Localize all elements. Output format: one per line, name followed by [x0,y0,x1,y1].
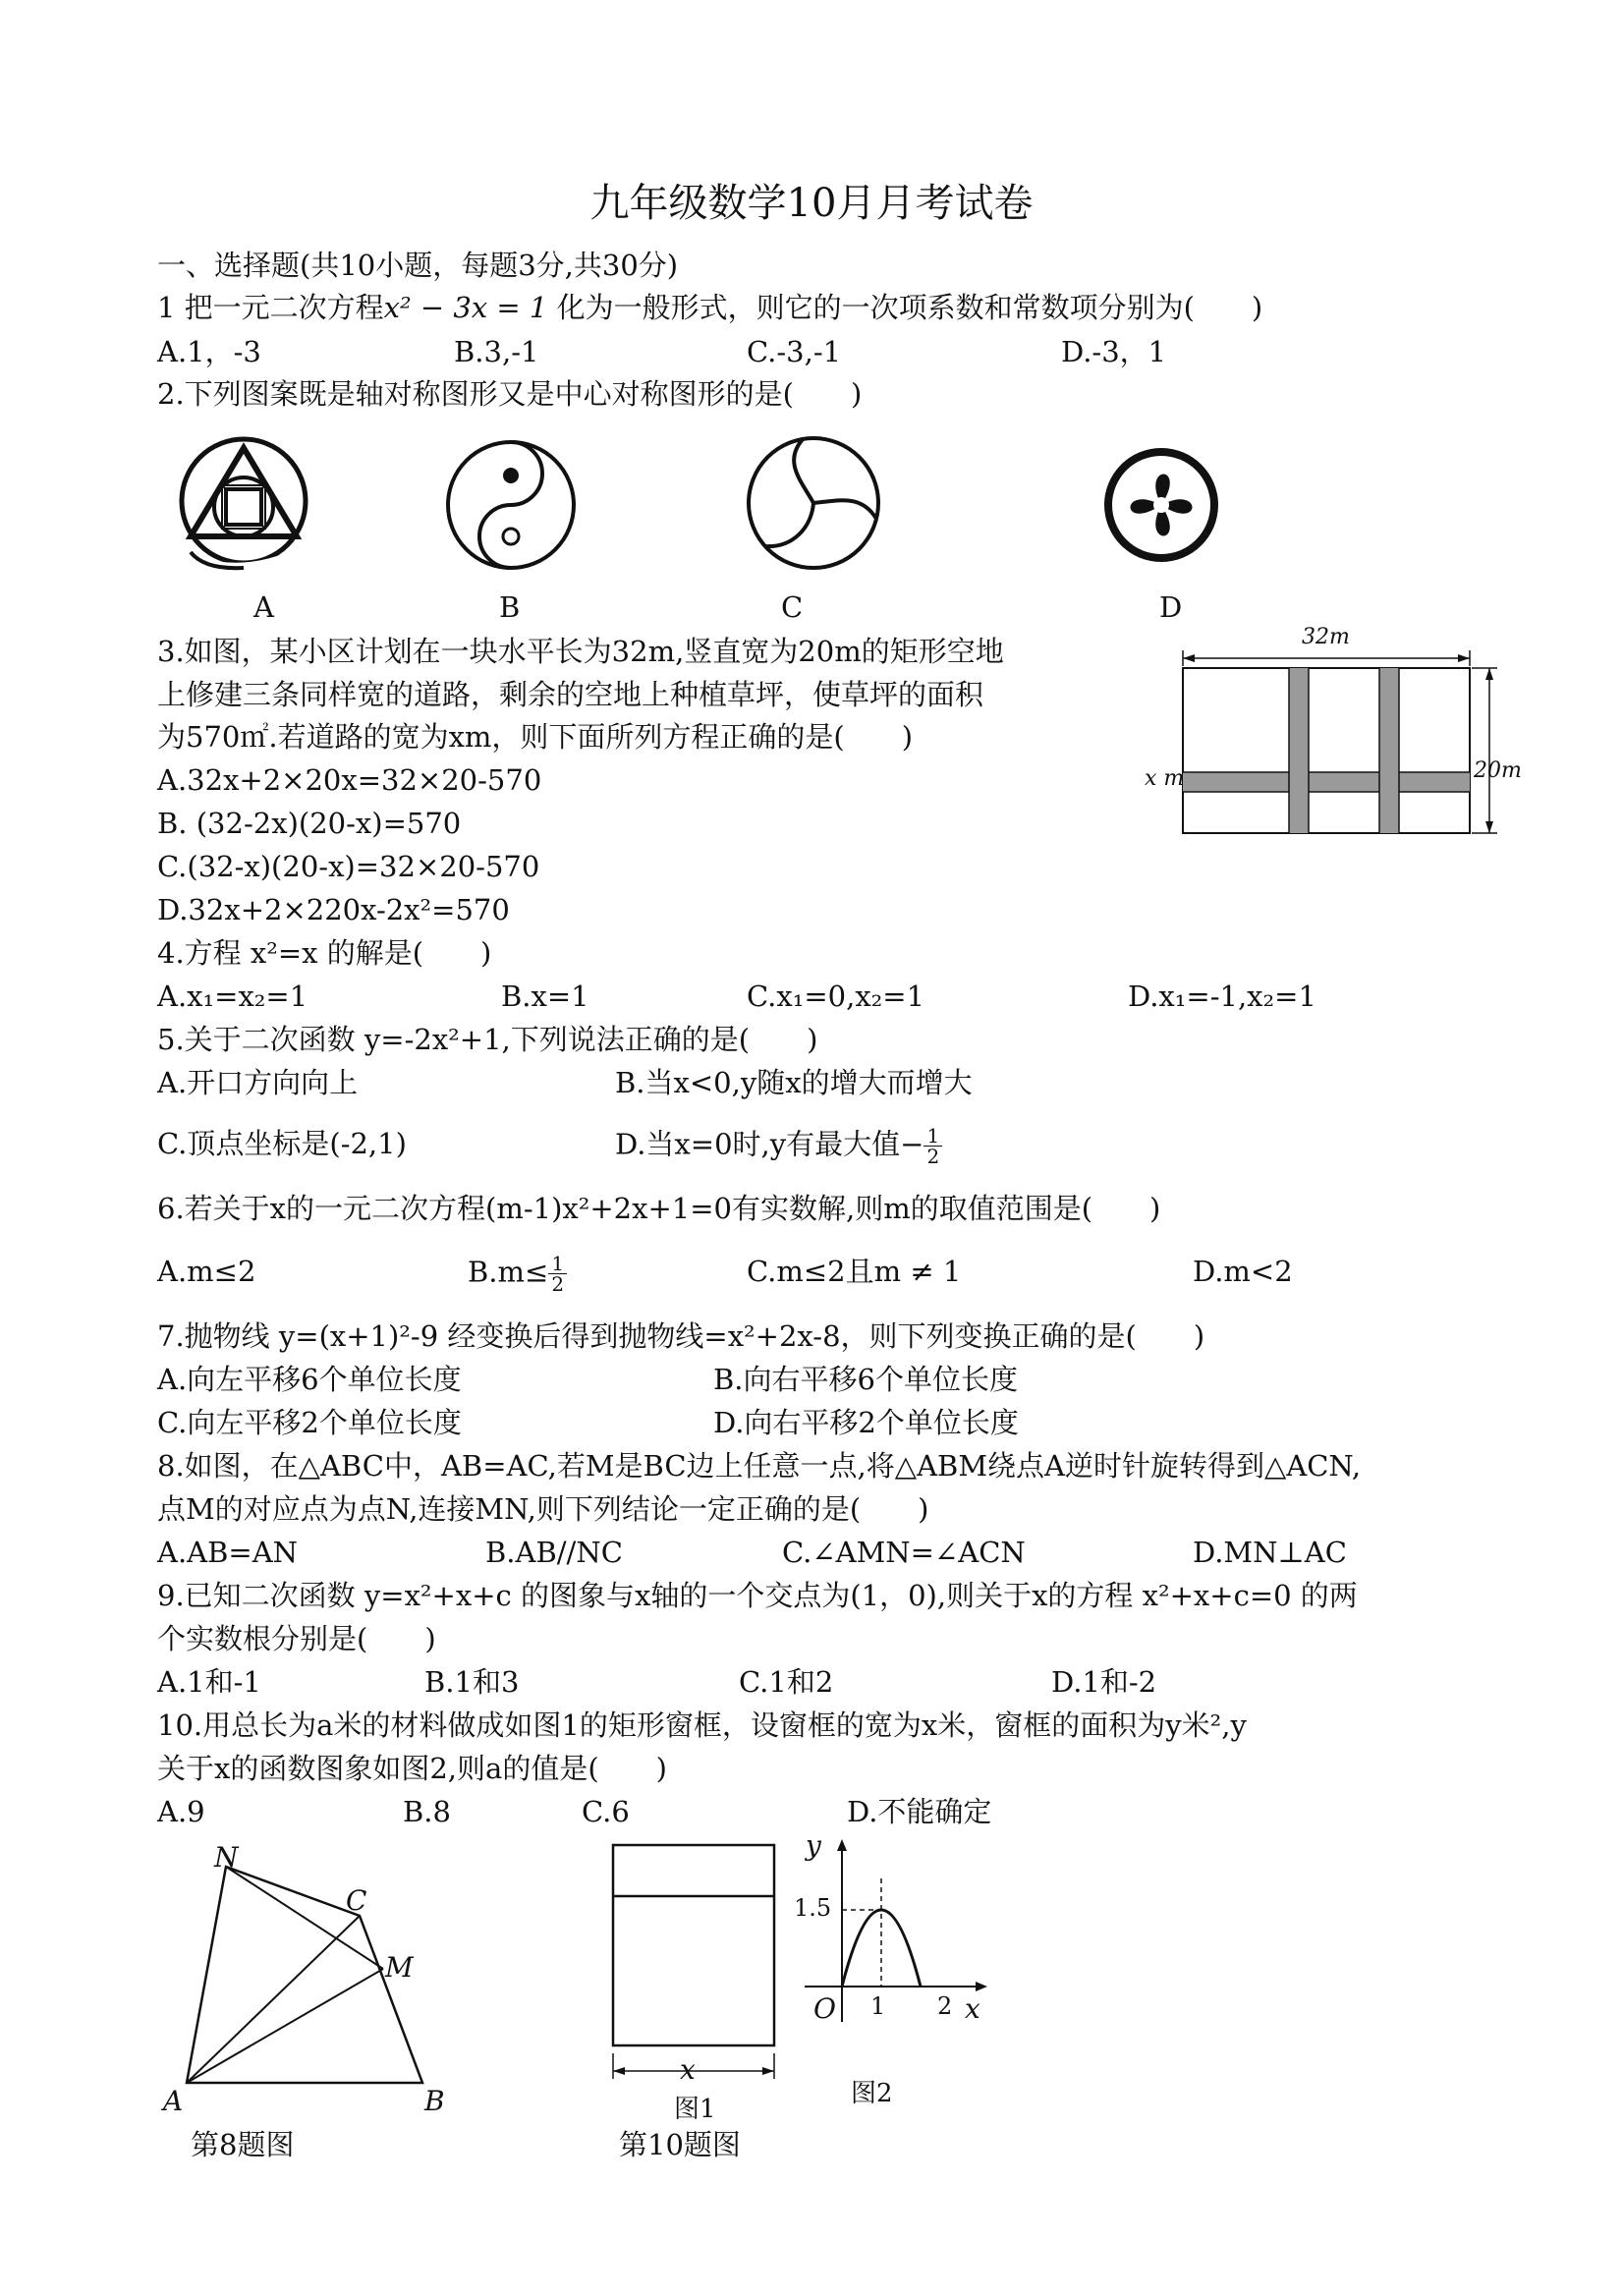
q8-option-c: C.∠AMN=∠ACN [782,1536,1026,1569]
q3-stem-line-3: 为570㎡.若道路的宽为xm，则下面所列方程正确的是( ) [157,720,914,754]
q2-figure-c [743,432,884,574]
page-title: 九年级数学10月月考试卷 [589,181,1034,226]
q6-option-a: A.m≤2 [157,1255,256,1288]
q10-option-c: C.6 [582,1795,630,1828]
q9-option-d: D.1和-2 [1051,1665,1157,1699]
q6-fraction [548,1254,567,1294]
q4-option-d: D.x₁=-1,x₂=1 [1128,980,1316,1013]
q4-option-a: A.x₁=x₂=1 [157,980,308,1013]
q3-figure [1159,631,1533,847]
q1-stem [157,290,1262,325]
q1-pre: 1 把一元二次方程 [157,291,384,324]
q6-option-d: D.m<2 [1193,1255,1293,1288]
q5-option-d [615,1126,942,1166]
fig10-origin-label: O [813,1992,836,2025]
q4-option-b: B.x=1 [501,980,589,1013]
q5-fraction-num: 1 [923,1126,942,1147]
fig10-x-axis-label: x [965,1992,980,2025]
q6-option-b-text: B.m≤ [468,1255,549,1289]
q9-stem-line-1: 9.已知二次函数 y=x²+x+c 的图象与x轴的一个交点为(1，0),则关于x的方程 x²+x+c=0 的两 [157,1579,1358,1612]
fig8-label-c: C [346,1884,367,1917]
q8-option-d: D.MN⊥AC [1193,1536,1347,1569]
q10-stem-line-2: 关于x的函数图象如图2,则a的值是( ) [157,1752,667,1785]
q1-post: 化为一般形式，则它的一次项系数和常数项分别为( ) [547,291,1263,324]
q3-option-b: B. (32-2x)(20-x)=570 [157,807,462,840]
q9-stem-line-2: 个实数根分别是( ) [157,1622,436,1655]
q5-fraction-den: 2 [926,1145,940,1168]
fig10-tick-1: 1 [870,1992,886,2020]
q6-fraction-den: 2 [551,1272,565,1296]
q9-option-a: A.1和-1 [157,1665,261,1699]
q2-label-b: B [499,590,521,624]
fig8-label-a: A [163,2085,184,2117]
q9-option-b: B.1和3 [424,1665,520,1699]
q3-road-label: x m [1145,766,1185,791]
q1-option-b: B.3,-1 [454,335,539,368]
q6-option-c: C.m≤2且m ≠ 1 [747,1255,962,1288]
q5-stem: 5.关于二次函数 y=-2x²+1,下列说法正确的是( ) [157,1023,818,1056]
q10-option-b: B.8 [403,1795,451,1828]
q3-stem-line-2: 上修建三条同样宽的道路，剩余的空地上种植草坪，使草坪的面积 [157,678,984,711]
fig8-caption: 第8题图 [191,2128,295,2161]
q1-option-a: A.1，-3 [157,335,261,368]
fig10-caption: 第10题图 [619,2128,741,2161]
fig10-tick-2: 2 [937,1992,953,2020]
fig8-label-m: M [385,1951,414,1984]
q6-stem: 6.若关于x的一元二次方程(m-1)x²+2x+1=0有实数解,则m的取值范围是( ) [157,1192,1161,1225]
q1-option-d: D.-3，1 [1061,335,1167,368]
q2-label-d: D [1159,590,1183,624]
q6-fraction-num: 1 [548,1254,567,1274]
q2-label-a: A [253,590,274,624]
q4-option-c: C.x₁=0,x₂=1 [747,980,925,1013]
q10-option-a: A.9 [157,1795,205,1828]
q8-option-b: B.AB//NC [485,1536,623,1569]
q7-stem: 7.抛物线 y=(x+1)²-9 经变换后得到抛物线=x²+2x-8，则下列变换正确的是( ) [157,1319,1205,1353]
q5-option-b: B.当x<0,y随x的增大而增大 [615,1066,973,1099]
q7-option-b: B.向右平移6个单位长度 [713,1363,1018,1396]
fig10-x-label: x [680,2053,696,2086]
q7-option-a: A.向左平移6个单位长度 [157,1363,462,1396]
q8-option-a: A.AB=AN [157,1536,299,1569]
fig10-peak-label: 1.5 [794,1894,832,1922]
section-heading: 一、选择题(共10小题，每题3分,共30分) [157,249,679,282]
q2-figure-d [1100,444,1222,566]
q2-figure-a [175,436,312,574]
q3-width-label: 20m [1474,758,1522,783]
q2-figure-b [442,436,580,574]
q1-equation: x² − 3x = 1 [383,291,548,324]
q4-stem: 4.方程 x²=x 的解是( ) [157,936,492,970]
q5-option-d-text: D.当x=0时,y有最大值− [615,1127,924,1161]
q8-stem-line-2: 点M的对应点为点N,连接MN,则下列结论一定正确的是( ) [157,1492,929,1526]
q3-stem-line-1: 3.如图，某小区计划在一块水平长为32m,竖直宽为20m的矩形空地 [157,635,1004,668]
q6-option-b [468,1254,567,1294]
q8-stem-line-1: 8.如图，在△ABC中，AB=AC,若M是BC边上任意一点,将△ABM绕点A逆时针旋转得到△ACN, [157,1449,1362,1483]
q3-option-a: A.32x+2×20x=32×20-570 [157,763,542,797]
q7-option-c: C.向左平移2个单位长度 [157,1406,462,1439]
fig8-label-b: B [424,2085,445,2117]
fig8-label-n: N [214,1841,239,1874]
q3-option-d: D.32x+2×220x-2x²=570 [157,893,510,926]
q10-figure-1 [609,1843,786,2089]
q3-option-c: C.(32-x)(20-x)=32×20-570 [157,850,540,883]
q10-stem-line-1: 10.用总长为a米的材料做成如图1的矩形窗框，设窗框的宽为x米，窗框的面积为y米²,y [157,1708,1247,1742]
q1-option-c: C.-3,-1 [747,335,842,368]
fig10-y-axis-label: y [806,1829,821,1862]
fig10-fig2-caption: 图2 [851,2079,893,2108]
q2-label-c: C [781,590,804,624]
q7-option-d: D.向右平移2个单位长度 [713,1406,1019,1439]
q9-option-c: C.1和2 [739,1665,834,1699]
q2-stem: 2.下列图案既是轴对称图形又是中心对称图形的是( ) [157,377,863,411]
q5-fraction [923,1126,942,1166]
q5-option-a: A.开口方向向上 [157,1066,359,1099]
q10-option-d: D.不能确定 [847,1795,992,1828]
q5-option-c: C.顶点坐标是(-2,1) [157,1127,407,1160]
q3-length-label: 32m [1302,625,1350,649]
fig10-fig1-caption: 图1 [674,2095,716,2124]
